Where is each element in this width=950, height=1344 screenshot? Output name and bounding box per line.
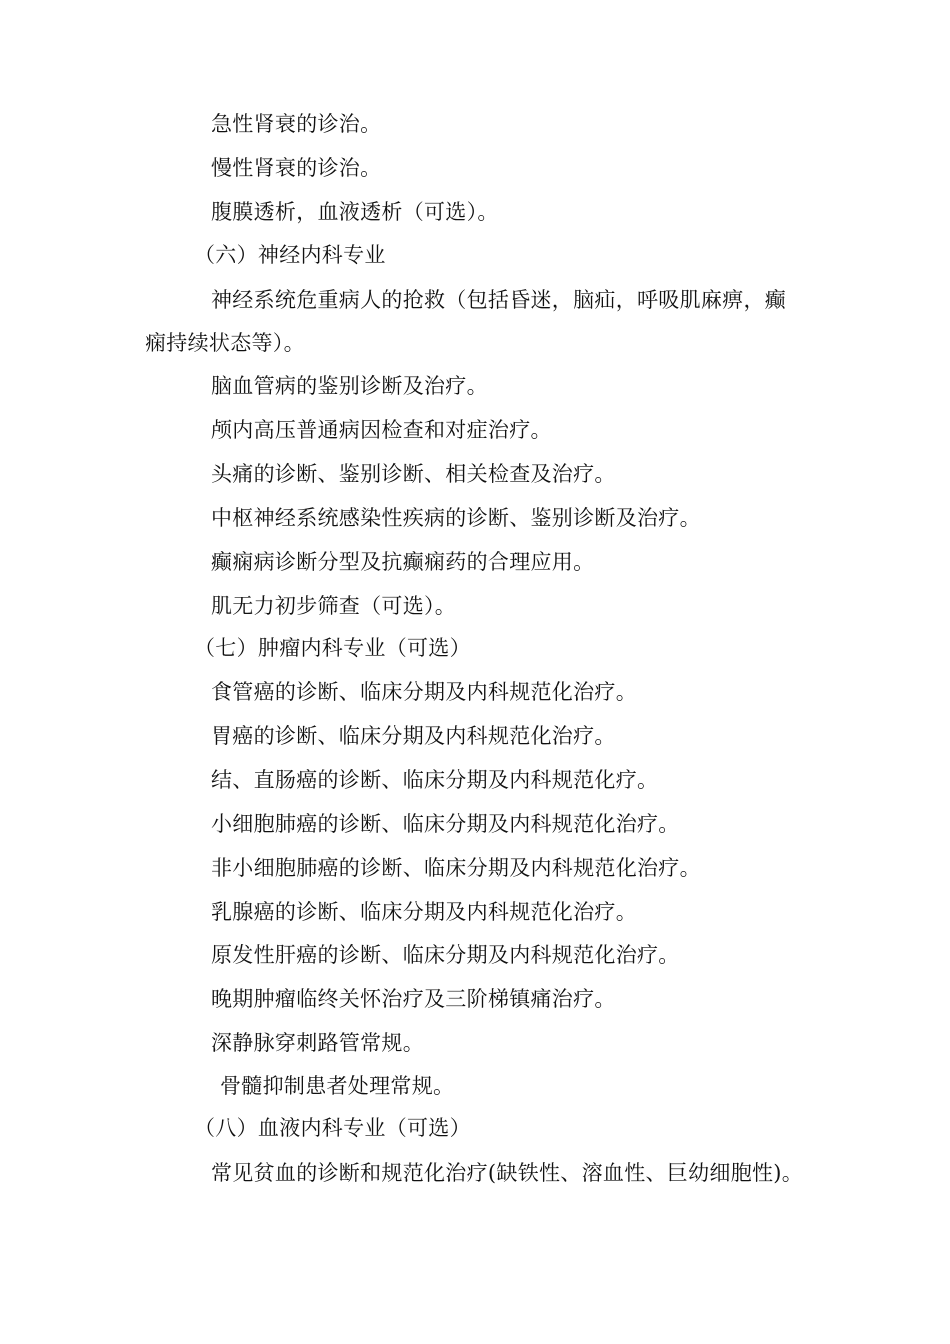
text-line-cns-infection: 中枢神经系统感染性疾病的诊断、鉴别诊断及治疗。 bbox=[211, 506, 701, 530]
text-line-acute-renal-failure: 急性肾衰的诊治。 bbox=[211, 112, 382, 136]
text-line-intracranial-pressure: 颅内高压普通病因检查和对症治疗。 bbox=[211, 418, 552, 442]
text-line-neuro-critical-care: 神经系统危重病人的抢救（包括昏迷，脑疝，呼吸肌麻痹，癫 bbox=[211, 288, 787, 312]
text-line-dialysis: 腹膜透析，血液透析（可选）。 bbox=[211, 200, 499, 224]
text-line-esophageal-cancer: 食管癌的诊断、临床分期及内科规范化治疗。 bbox=[211, 680, 637, 704]
text-line-liver-cancer: 原发性肝癌的诊断、临床分期及内科规范化治疗。 bbox=[211, 943, 680, 967]
text-line-headache: 头痛的诊断、鉴别诊断、相关检查及治疗。 bbox=[211, 462, 616, 486]
text-line-colorectal-cancer: 结、直肠癌的诊断、临床分期及内科规范化疗。 bbox=[211, 768, 659, 792]
text-line-palliative-care: 晚期肿瘤临终关怀治疗及三阶梯镇痛治疗。 bbox=[211, 987, 616, 1011]
section-heading-hematology: （八）血液内科专业（可选） bbox=[194, 1116, 471, 1140]
text-line-gastric-cancer: 胃癌的诊断、临床分期及内科规范化治疗。 bbox=[211, 724, 616, 748]
text-line-anemia: 常见贫血的诊断和规范化治疗(缺铁性、溶血性、巨幼细胞性)。 bbox=[211, 1161, 804, 1185]
text-line-non-small-cell-lung-cancer: 非小细胞肺癌的诊断、临床分期及内科规范化治疗。 bbox=[211, 856, 701, 880]
text-line-cerebrovascular: 脑血管病的鉴别诊断及治疗。 bbox=[211, 374, 488, 398]
text-line-breast-cancer: 乳腺癌的诊断、临床分期及内科规范化治疗。 bbox=[211, 900, 637, 924]
section-heading-oncology: （七）肿瘤内科专业（可选） bbox=[194, 636, 471, 660]
text-line-epilepsy: 癫痫病诊断分型及抗癫痫药的合理应用。 bbox=[211, 550, 595, 574]
section-heading-neurology: （六）神经内科专业 bbox=[194, 243, 386, 267]
text-line-myasthenia: 肌无力初步筛查（可选）。 bbox=[211, 594, 457, 618]
text-line-small-cell-lung-cancer: 小细胞肺癌的诊断、临床分期及内科规范化治疗。 bbox=[211, 812, 680, 836]
text-line-neuro-critical-care-cont: 痫持续状态等）。 bbox=[145, 331, 305, 355]
text-line-bone-marrow-suppression: 骨髓抑制患者处理常规。 bbox=[220, 1074, 455, 1098]
text-line-chronic-renal-failure: 慢性肾衰的诊治。 bbox=[211, 156, 382, 180]
text-line-deep-vein-catheter: 深静脉穿刺路管常规。 bbox=[211, 1031, 424, 1055]
